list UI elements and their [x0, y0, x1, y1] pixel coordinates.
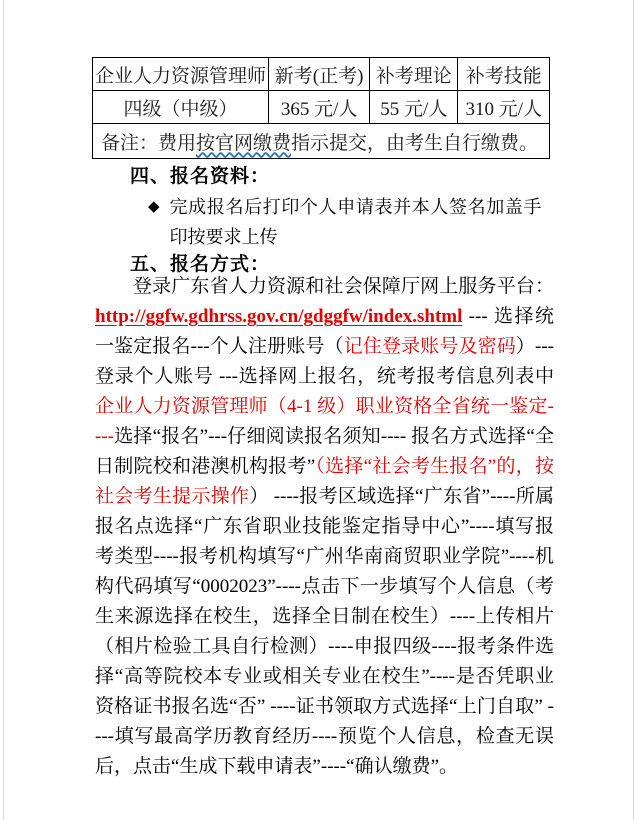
fee-note-prefix: 备注：费用 [101, 132, 197, 154]
fee-table-header-new-exam: 新考(正考) [269, 58, 370, 91]
fee-table [92, 57, 550, 159]
page-left-edge [3, 0, 4, 820]
registration-url-link[interactable]: http://ggfw.gdhrss.gov.cn/gdggfw/index.shtml [95, 306, 463, 327]
fee-level-cell: 四级（中级） [93, 91, 269, 124]
steps-run-6: 选择“报名”---仔细阅读报名须知---- 报名方式选择“全日制院校和港澳机构报考” [95, 426, 554, 477]
fee-table-header-row [93, 58, 550, 91]
steps-run-4: ）---登录个人账号 ---选择网上报名，统考报考信息列表中 [95, 336, 554, 387]
fee-note-suffix: 指示提交，由考生自行缴费。 [291, 132, 539, 154]
section-4-item-text: 完成报名后打印个人申请表并本人签名加盖手印按要求上传 [169, 197, 542, 247]
section-5-heading: 五、报名方式： [130, 254, 271, 275]
registration-steps-paragraph [95, 272, 554, 782]
fee-table-header-title: 企业人力资源管理师 [93, 58, 269, 91]
fee-note-spellcheck-text: 按官网缴费 [196, 132, 292, 154]
steps-run-exam-name: 企业人力资源管理师（4-1 级）职业资格全省统一鉴定---- [95, 396, 554, 447]
fee-table-header-retake-theory: 补考理论 [370, 58, 458, 91]
fee-retake-skill-cell: 310 元/人 [458, 91, 550, 124]
steps-run-8: ） ----报考区域选择“广东省”----所属报名点选择“广东省职业技能鉴定指导中心”----填写报考类型----报考机构填写“广州华南商贸职业学院”----机构代码填写“0002023”----点击下一步填写个人信息（考生来源选择在校生，选择全日制在校生）----上传相片（相片检验工具自行检测）----申报四级----报考条件选择“高等院校本专业或相关专业在校生”----是否凭职业资格证书报名选“否” ----证书领取方式选择“上门自取” ----填写最高学历教育经历----预览个人信息，检查无误后，点击“生成下载申请表”----“确认缴费”。 [95, 486, 554, 777]
fee-note-cell [93, 124, 550, 159]
fee-table-data-row [93, 91, 550, 124]
diamond-bullet-icon: ◆ [148, 199, 160, 215]
page-right-edge [633, 0, 634, 820]
steps-run-intro: 登录广东省人力资源和社会保障厅网上服务平台： [133, 276, 554, 297]
section-4-bullet-item [148, 192, 548, 252]
steps-run-social-candidate-note: （选择“社会考生报名”的，按社会考生提示操作 [95, 456, 554, 507]
fee-table-note-row [93, 124, 550, 159]
steps-run-2: --- 选择统一鉴定报名---个人注册账号（ [95, 306, 554, 357]
fee-table-header-retake-skill: 补考技能 [458, 58, 550, 91]
section-4-heading: 四、报名资料： [130, 166, 271, 187]
steps-run-remember-account: 记住登录账号及密码 [343, 336, 516, 357]
fee-new-exam-cell: 365 元/人 [269, 91, 370, 124]
fee-retake-theory-cell: 55 元/人 [370, 91, 458, 124]
